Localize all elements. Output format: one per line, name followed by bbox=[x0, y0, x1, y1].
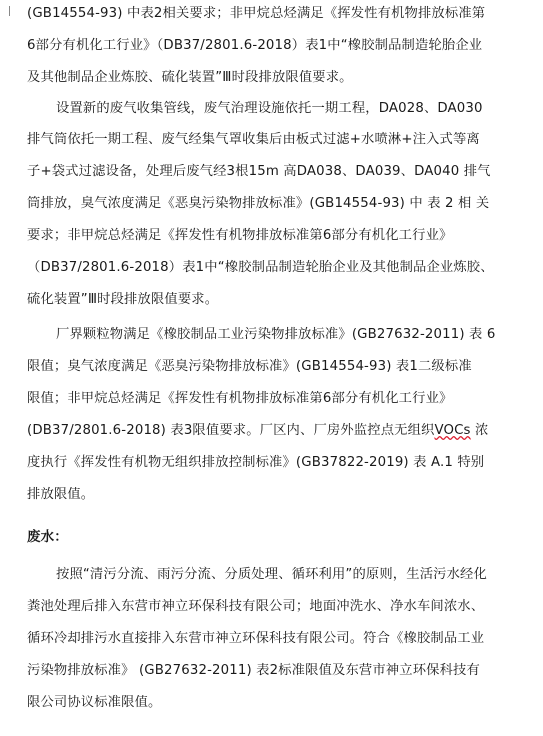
p3-line-5: 度执行《挥发性有机物无组织排放控制标准》(GB37822-2019) 表 A.1 特别 bbox=[27, 455, 485, 470]
p3-line-1: 厂界颗粒物满足《橡胶制品工业污染物排放标准》(GB27632-2011) 表 6 bbox=[56, 327, 496, 342]
p1-line-2: 6部分有机化工行业》（DB37/2801.6-2018）表1中“橡胶制品制造轮胎企业 bbox=[27, 38, 483, 53]
p3-line-6: 排放限值。 bbox=[27, 487, 95, 502]
p1-line-1: (GB14554-93) 中表2相关要求；非甲烷总烃满足《挥发性有机物排放标准第 bbox=[27, 6, 486, 21]
p4-line-3: 循环冷却排污水直接排入东营市神立环保科技有限公司。符合《橡胶制品工业 bbox=[27, 631, 485, 646]
p3-line-4-text: (DB37/2801.6-2018) 表3限值要求。厂区内、厂房外监控点无组织 bbox=[27, 423, 435, 438]
p3-line-3: 限值；非甲烷总烃满足《挥发性有机物排放标准第6部分有机化工行业》 bbox=[27, 391, 453, 406]
p2-line-3: 子+袋式过滤设备，处理后废气经3根15m 高DA038、DA039、DA040 排气 bbox=[27, 164, 491, 179]
p1-line-3: 及其他制品企业炼胶、硫化装置”Ⅲ时段排放限值要求。 bbox=[27, 70, 353, 85]
p2-line-5: 要求；非甲烷总烃满足《挥发性有机物排放标准第6部分有机化工行业》 bbox=[27, 228, 453, 243]
p2-line-4: 筒排放，臭气浓度满足《恶臭污染物排放标准》(GB14554-93) 中 表 2 相 关 bbox=[27, 196, 490, 211]
p4-line-2: 粪池处理后排入东营市神立环保科技有限公司；地面冲洗水、净水车间浓水、 bbox=[27, 599, 485, 614]
p2-line-2: 排气筒依托一期工程、废气经集气罩收集后由板式过滤+水喷淋+注入式等离 bbox=[27, 132, 480, 147]
p4-line-1: 按照“清污分流、雨污分流、分质处理、循环利用”的原则，生活污水经化 bbox=[56, 567, 487, 582]
p4-line-4: 污染物排放标准》 (GB27632-2011) 表2标准限值及东营市神立环保科技有 bbox=[27, 663, 480, 678]
p2-line-7: 硫化装置”Ⅲ时段排放限值要求。 bbox=[27, 292, 219, 307]
p3-line-4 bbox=[27, 422, 488, 440]
p2-line-1: 设置新的废气收集管线，废气治理设施依托一期工程，DA028、DA030 bbox=[56, 101, 483, 116]
section-heading-wastewater: 废水： bbox=[27, 529, 68, 545]
p2-line-6: （DB37/2801.6-2018）表1中“橡胶制品制造轮胎企业及其他制品企业炼胶、 bbox=[27, 260, 494, 275]
p4-line-5: 限公司协议标准限值。 bbox=[27, 695, 162, 710]
margin-mark bbox=[9, 6, 12, 16]
p3-line-4-tail: 浓 bbox=[470, 423, 489, 438]
vocs-term: VOCs bbox=[434, 423, 471, 438]
p3-line-2: 限值；臭气浓度满足《恶臭污染物排放标准》(GB14554-93) 表1二级标准 bbox=[27, 359, 472, 374]
